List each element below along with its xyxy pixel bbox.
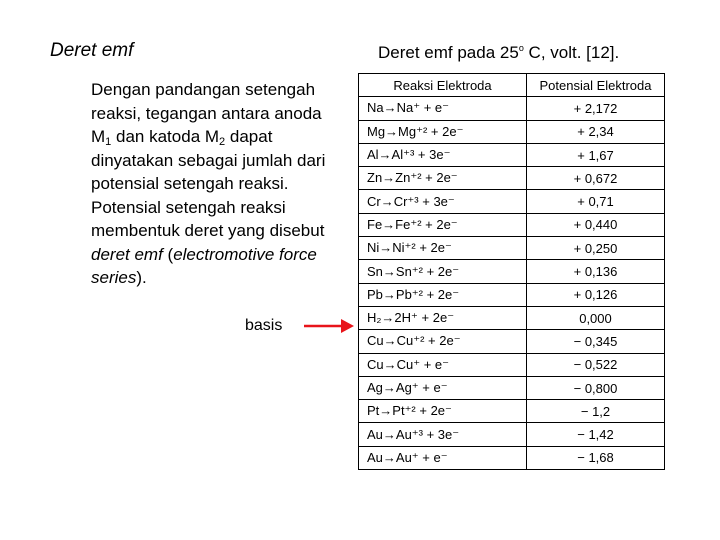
subscript-2: 2 (219, 136, 226, 148)
body-text-5: ). (136, 268, 147, 287)
reaction-cell: Au→Au⁺³ + 3e⁻ (359, 423, 527, 446)
potential-cell: + 0,250 (527, 237, 665, 260)
caption-text-end: C, volt. [12]. (523, 43, 620, 62)
table-row (359, 423, 665, 446)
reaction-cell: Sn→Sn⁺² + 2e⁻ (359, 260, 527, 283)
potential-cell: − 1,68 (527, 446, 665, 469)
basis-label: basis (245, 317, 283, 334)
reaction-cell: Cu→Cu⁺ + e⁻ (359, 353, 527, 376)
table-row (359, 446, 665, 469)
header-potential: Potensial Elektroda (527, 74, 665, 97)
table-row (359, 376, 665, 399)
potential-cell: 0,000 (527, 306, 665, 329)
table-caption (378, 43, 619, 63)
reaction-cell: H₂→2H⁺ + 2e⁻ (359, 306, 527, 329)
body-text-4: ( (162, 244, 174, 264)
reaction-cell: Pb→Pb⁺² + 2e⁻ (359, 283, 527, 306)
body-text-3: dapat dinyatakan sebagai jumlah dari potensial setengah reaksi. Potensial setengah reaksi membentuk deret yang disebut (91, 127, 326, 240)
body-paragraph (91, 78, 341, 290)
table-row (359, 260, 665, 283)
emphasis-deret-emf: deret emf (91, 244, 163, 264)
potential-cell: + 0,672 (527, 167, 665, 190)
body-text-1: Dengan pandangan setengah reaksi, tegangan antara anoda M (91, 80, 322, 146)
table-row (359, 120, 665, 143)
reaction-cell: Na→Na⁺ + e⁻ (359, 97, 527, 120)
table-row (359, 190, 665, 213)
table-row (359, 283, 665, 306)
table-row (359, 97, 665, 120)
potential-cell: − 1,42 (527, 423, 665, 446)
table-row (359, 213, 665, 236)
reaction-cell: Ni→Ni⁺² + 2e⁻ (359, 237, 527, 260)
potential-cell: + 0,136 (527, 260, 665, 283)
arrow-head (341, 319, 354, 333)
reaction-cell: Cr→Cr⁺³ + 3e⁻ (359, 190, 527, 213)
table-row (359, 330, 665, 353)
potential-cell: − 1,2 (527, 400, 665, 423)
header-reaction: Reaksi Elektroda (359, 74, 527, 97)
table-row (359, 353, 665, 376)
table-header-row (359, 74, 665, 97)
table-row (359, 237, 665, 260)
reaction-cell: Au→Au⁺ + e⁻ (359, 446, 527, 469)
degree-superscript: o (518, 43, 524, 53)
table-body (359, 97, 665, 470)
reaction-cell: Zn→Zn⁺² + 2e⁻ (359, 167, 527, 190)
reaction-cell: Cu→Cu⁺² + 2e⁻ (359, 330, 527, 353)
potential-cell: − 0,345 (527, 330, 665, 353)
potential-cell: − 0,522 (527, 353, 665, 376)
potential-cell: + 0,126 (527, 283, 665, 306)
emphasis-emf-series: electromotive force series (91, 244, 317, 287)
reaction-cell: Al→Al⁺³ + 3e⁻ (359, 143, 527, 166)
table-row (359, 400, 665, 423)
caption-text: Deret emf pada 25 (378, 43, 519, 62)
table-row (359, 167, 665, 190)
reaction-cell: Fe→Fe⁺² + 2e⁻ (359, 213, 527, 236)
slide-title: Deret emf (50, 40, 134, 61)
subscript-1: 1 (105, 136, 112, 148)
potential-cell: − 0,800 (527, 376, 665, 399)
table-row (359, 143, 665, 166)
reaction-cell: Ag→Ag⁺ + e⁻ (359, 376, 527, 399)
reaction-cell: Pt→Pt⁺² + 2e⁻ (359, 400, 527, 423)
emf-table (358, 73, 665, 470)
reaction-cell: Mg→Mg⁺² + 2e⁻ (359, 120, 527, 143)
body-text-2: dan katoda M (111, 127, 220, 146)
right-arrow-icon (303, 317, 355, 335)
potential-cell: + 2,172 (527, 97, 665, 120)
table-row (359, 306, 665, 329)
potential-cell: + 1,67 (527, 143, 665, 166)
potential-cell: + 0,440 (527, 213, 665, 236)
potential-cell: + 0,71 (527, 190, 665, 213)
potential-cell: + 2,34 (527, 120, 665, 143)
